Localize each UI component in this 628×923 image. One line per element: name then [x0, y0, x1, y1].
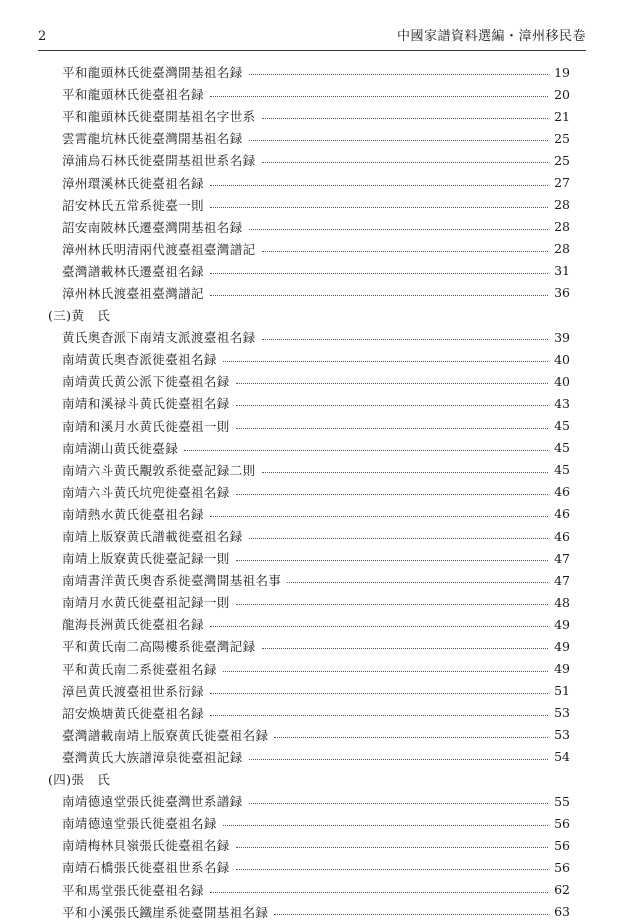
- dot-leader: [236, 382, 548, 384]
- toc-entry[interactable]: [0, 901, 628, 923]
- toc-entry-page: 43: [554, 395, 570, 411]
- toc-entry-page: 45: [554, 462, 570, 478]
- toc-entry-title: 詔安南陂林氏遷臺灣開基祖名録: [62, 219, 243, 235]
- dot-leader: [223, 824, 548, 826]
- toc-entry-title: 南靖黄氏奥杳派徙臺祖名録: [62, 352, 217, 368]
- toc-entry-page: 45: [554, 440, 570, 456]
- toc-entry-page: 19: [554, 64, 570, 80]
- toc-entry-page: 63: [554, 904, 570, 920]
- dot-leader: [262, 250, 549, 252]
- toc-entry[interactable]: [0, 746, 628, 768]
- toc-entry-title: 漳邑黄氏渡臺祖世系衍録: [62, 683, 204, 699]
- toc-entry[interactable]: [0, 127, 628, 149]
- toc-entry[interactable]: [0, 591, 628, 613]
- section-title: (四)張 氏: [48, 772, 111, 788]
- toc-entry-page: 53: [554, 705, 570, 721]
- dot-leader: [210, 272, 548, 274]
- dot-leader: [210, 625, 548, 627]
- toc-entry-page: 51: [554, 683, 570, 699]
- toc-entry[interactable]: [0, 878, 628, 900]
- dot-leader: [249, 758, 548, 760]
- toc-entry-title: 龍海長洲黄氏徙臺祖名録: [62, 617, 204, 633]
- toc-entry[interactable]: [0, 437, 628, 459]
- toc-entry[interactable]: [0, 569, 628, 591]
- toc-entry[interactable]: [0, 260, 628, 282]
- dot-leader: [274, 913, 548, 915]
- toc-entry-page: 40: [554, 373, 570, 389]
- toc-entry-title: 臺灣黄氏大族譜漳泉徙臺祖記録: [62, 749, 243, 765]
- dot-leader: [210, 294, 548, 296]
- toc-entry-title: 漳州環溪林氏徙臺祖名録: [62, 175, 204, 191]
- dot-leader: [249, 228, 548, 230]
- table-of-contents: [0, 61, 628, 923]
- dot-leader: [249, 802, 548, 804]
- toc-entry[interactable]: [0, 348, 628, 370]
- toc-entry[interactable]: [0, 415, 628, 437]
- toc-entry-title: 南靖梅林貝嶺張氏徙臺祖名録: [62, 838, 230, 854]
- dot-leader: [236, 427, 548, 429]
- dot-leader: [274, 736, 548, 738]
- toc-entry-page: 53: [554, 727, 570, 743]
- dot-leader: [210, 515, 548, 517]
- toc-entry[interactable]: [0, 171, 628, 193]
- toc-entry[interactable]: [0, 481, 628, 503]
- toc-entry-title: 詔安林氏五常系徙臺一則: [62, 197, 204, 213]
- dot-leader: [249, 139, 548, 141]
- dot-leader: [262, 117, 549, 119]
- toc-entry-page: 56: [554, 837, 570, 853]
- toc-entry[interactable]: [0, 790, 628, 812]
- dot-leader: [236, 603, 548, 605]
- book-title: 中國家譜資料選編・漳州移民卷: [396, 29, 586, 44]
- toc-entry-title: 平和馬堂張氏徙臺祖名録: [62, 882, 204, 898]
- toc-entry[interactable]: [0, 149, 628, 171]
- toc-entry-page: 48: [554, 594, 570, 610]
- toc-entry[interactable]: [0, 105, 628, 127]
- toc-entry-page: 47: [554, 550, 570, 566]
- dot-leader: [262, 161, 549, 163]
- toc-entry[interactable]: [0, 856, 628, 878]
- toc-entry-page: 46: [554, 484, 570, 500]
- section-title: (三)黄 氏: [48, 308, 111, 324]
- toc-entry-page: 28: [554, 219, 570, 235]
- toc-entry-title: 南靖六斗黄氏覯敦系徙臺記録二則: [62, 462, 256, 478]
- toc-entry-page: 28: [554, 197, 570, 213]
- dot-leader: [236, 559, 548, 561]
- dot-leader: [262, 647, 549, 649]
- toc-entry[interactable]: [0, 525, 628, 547]
- toc-entry-title: 平和小溪張氏鐵崖系徙臺開基祖名録: [62, 904, 269, 920]
- dot-leader: [249, 537, 548, 539]
- toc-entry-page: 39: [554, 329, 570, 345]
- toc-entry[interactable]: [0, 370, 628, 392]
- dot-leader: [223, 360, 548, 362]
- toc-entry-title: 臺灣譜載林氏遷臺祖名録: [62, 263, 204, 279]
- toc-entry[interactable]: [0, 503, 628, 525]
- toc-entry-page: 49: [554, 661, 570, 677]
- toc-section-heading: [0, 768, 628, 790]
- toc-entry-title: 平和黄氏南二高陽樓系徙臺灣記録: [62, 639, 256, 655]
- toc-entry-title: 漳州林氏明清兩代渡臺祖臺灣譜記: [62, 241, 256, 257]
- dot-leader: [210, 692, 548, 694]
- toc-entry[interactable]: [0, 613, 628, 635]
- toc-entry-title: 南靖上版寮黄氏譜載徙臺祖名録: [62, 529, 243, 545]
- toc-entry-page: 49: [554, 616, 570, 632]
- toc-entry[interactable]: [0, 658, 628, 680]
- toc-entry[interactable]: [0, 238, 628, 260]
- toc-entry-page: 49: [554, 638, 570, 654]
- toc-entry[interactable]: [0, 834, 628, 856]
- toc-entry-title: 漳州林氏渡臺祖臺灣譜記: [62, 285, 204, 301]
- toc-entry-title: 南靖六斗黄氏坑兜徙臺祖名録: [62, 484, 230, 500]
- toc-entry-title: 黄氏奥杳派下南靖支派渡臺祖名録: [62, 330, 256, 346]
- toc-entry-title: 平和龍頭林氏徙臺祖名録: [62, 87, 204, 103]
- toc-entry-title: 平和龍頭林氏徙臺灣開基祖名録: [62, 65, 243, 81]
- toc-entry-title: 南靖月水黄氏徙臺祖記録一則: [62, 595, 230, 611]
- toc-section-heading: [0, 304, 628, 326]
- dot-leader: [287, 581, 548, 583]
- toc-entry-page: 62: [554, 882, 570, 898]
- toc-entry-title: 南靖熱水黄氏徙臺祖名録: [62, 506, 204, 522]
- dot-leader: [236, 404, 548, 406]
- dot-leader: [262, 471, 549, 473]
- page-number: 2: [38, 29, 47, 44]
- toc-entry-page: 47: [554, 572, 570, 588]
- toc-entry-page: 20: [554, 86, 570, 102]
- toc-entry-title: 平和龍頭林氏徙臺開基祖名字世系: [62, 109, 256, 125]
- toc-entry-page: 21: [554, 108, 570, 124]
- dot-leader: [223, 670, 548, 672]
- toc-entry-title: 南靖石橋張氏徙臺祖世系名録: [62, 860, 230, 876]
- dot-leader: [236, 868, 548, 870]
- toc-entry-page: 36: [554, 285, 570, 301]
- dot-leader: [184, 449, 548, 451]
- toc-entry[interactable]: [0, 216, 628, 238]
- toc-entry-title: 南靖和溪月水黄氏徙臺祖一則: [62, 418, 230, 434]
- toc-entry-page: 55: [554, 793, 570, 809]
- page-header: [0, 28, 628, 46]
- toc-entry-title: 詔安焕塘黄氏徙臺祖名録: [62, 705, 204, 721]
- toc-entry[interactable]: [0, 680, 628, 702]
- toc-entry[interactable]: [0, 702, 628, 724]
- toc-entry-page: 54: [554, 749, 570, 765]
- toc-entry[interactable]: [0, 547, 628, 569]
- dot-leader: [249, 73, 548, 75]
- toc-entry[interactable]: [0, 194, 628, 216]
- toc-entry-title: 臺灣譜載南靖上版寮黄氏徙臺祖名録: [62, 727, 269, 743]
- toc-entry[interactable]: [0, 812, 628, 834]
- toc-entry-page: 28: [554, 241, 570, 257]
- toc-entry-page: 31: [554, 263, 570, 279]
- toc-entry-page: 46: [554, 528, 570, 544]
- toc-entry[interactable]: [0, 459, 628, 481]
- dot-leader: [210, 714, 548, 716]
- dot-leader: [262, 338, 549, 340]
- toc-entry[interactable]: [0, 724, 628, 746]
- toc-entry[interactable]: [0, 83, 628, 105]
- toc-entry-page: 56: [554, 859, 570, 875]
- toc-entry-title: 漳浦烏石林氏徙臺開基祖世系名録: [62, 153, 256, 169]
- dot-leader: [210, 95, 548, 97]
- toc-entry-title: 南靖黄氏黄公派下徙臺祖名録: [62, 374, 230, 390]
- dot-leader: [210, 206, 548, 208]
- toc-entry-title: 南靖德遠堂張氏徙臺祖名録: [62, 816, 217, 832]
- toc-entry[interactable]: [0, 61, 628, 83]
- toc-entry-page: 25: [554, 152, 570, 168]
- toc-entry-title: 南靖和溪禄斗黄氏徙臺祖名録: [62, 396, 230, 412]
- toc-entry-page: 25: [554, 130, 570, 146]
- header-rule: [38, 50, 586, 51]
- toc-entry[interactable]: [0, 282, 628, 304]
- toc-entry-title: 南靖上版寮黄氏徙臺記録一則: [62, 551, 230, 567]
- toc-entry-page: 27: [554, 175, 570, 191]
- toc-entry-title: 南靖湖山黄氏徙臺録: [62, 440, 179, 456]
- toc-entry[interactable]: [0, 635, 628, 657]
- toc-entry-page: 56: [554, 815, 570, 831]
- dot-leader: [236, 846, 548, 848]
- dot-leader: [210, 891, 548, 893]
- toc-entry-title: 南靖德遠堂張氏徙臺灣世系譜録: [62, 794, 243, 810]
- toc-entry-title: 雲霄龍坑林氏徙臺灣開基祖名録: [62, 131, 243, 147]
- toc-entry-title: 南靖書洋黄氏奥杳系徙臺灣開基祖名事: [62, 573, 282, 589]
- toc-entry[interactable]: [0, 392, 628, 414]
- toc-entry-page: 40: [554, 351, 570, 367]
- toc-entry-page: 46: [554, 506, 570, 522]
- toc-entry[interactable]: [0, 326, 628, 348]
- toc-entry-title: 平和黄氏南二系徙臺祖名録: [62, 661, 217, 677]
- toc-entry-page: 45: [554, 418, 570, 434]
- dot-leader: [210, 184, 548, 186]
- dot-leader: [236, 493, 548, 495]
